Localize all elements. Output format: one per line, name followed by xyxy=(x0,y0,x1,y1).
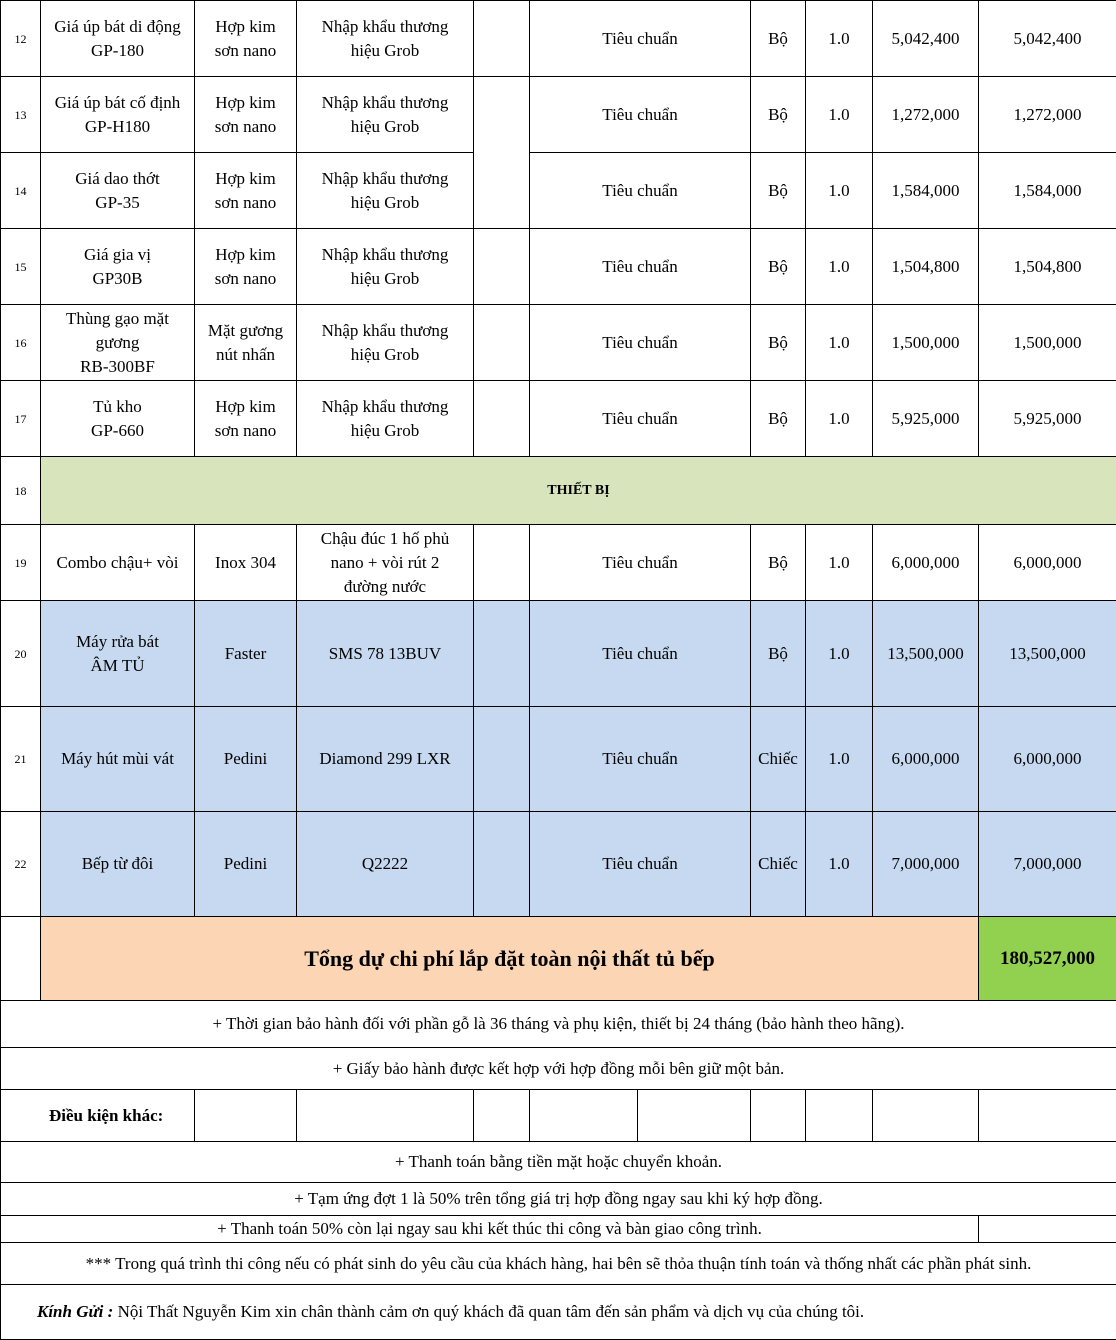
section-title: THIẾT BỊ xyxy=(41,457,1116,525)
item-name: Máy rửa bát ÂM TỦ xyxy=(41,601,195,707)
item-name: Bếp từ đôi xyxy=(41,812,195,917)
item-total: 5,925,000 xyxy=(979,381,1116,457)
item-qty: 1.0 xyxy=(806,1,873,77)
payment-note: + Thanh toán bằng tiền mặt hoặc chuyển khoản. xyxy=(1,1142,1116,1183)
item-total: 7,000,000 xyxy=(979,812,1116,917)
item-unit: Bộ xyxy=(751,381,806,457)
empty-cell xyxy=(474,812,530,917)
row-index: 17 xyxy=(1,381,41,457)
item-material: Pedini xyxy=(195,812,297,917)
item-price: 1,272,000 xyxy=(873,77,979,153)
item-unit: Chiếc xyxy=(751,812,806,917)
item-standard: Tiêu chuẩn xyxy=(530,601,751,707)
item-total: 1,500,000 xyxy=(979,305,1116,381)
table-row xyxy=(1,525,1116,601)
advance-payment-note: + Tạm ứng đợt 1 là 50% trên tổng giá trị hợp đồng ngay sau khi ký hợp đồng. xyxy=(1,1183,1116,1216)
item-unit: Bộ xyxy=(751,77,806,153)
table-row xyxy=(1,381,1116,457)
item-unit: Bộ xyxy=(751,153,806,229)
item-standard: Tiêu chuẩn xyxy=(530,1,751,77)
row-index: 15 xyxy=(1,229,41,305)
item-unit: Bộ xyxy=(751,229,806,305)
row-index: 20 xyxy=(1,601,41,707)
empty-cell xyxy=(474,601,530,707)
item-standard: Tiêu chuẩn xyxy=(530,812,751,917)
row-index: 22 xyxy=(1,812,41,917)
table-row xyxy=(1,229,1116,305)
empty-cell xyxy=(474,305,530,381)
empty-cell xyxy=(1,917,41,1001)
empty-cell xyxy=(195,1090,297,1142)
note-row xyxy=(1,1142,1116,1183)
empty-cell xyxy=(979,1090,1116,1142)
item-standard: Tiêu chuẩn xyxy=(530,153,751,229)
item-total: 1,584,000 xyxy=(979,153,1116,229)
table-row xyxy=(1,812,1116,917)
greeting-row xyxy=(1,1285,1116,1340)
table-row xyxy=(1,1,1116,77)
greeting xyxy=(1,1285,1116,1340)
item-name: Giá úp bát cố định GP-H180 xyxy=(41,77,195,153)
row-index: 21 xyxy=(1,707,41,812)
item-origin: Q2222 xyxy=(297,812,474,917)
item-name: Giá dao thớt GP-35 xyxy=(41,153,195,229)
item-origin: Nhập khẩu thương hiệu Grob xyxy=(297,229,474,305)
item-total: 1,504,800 xyxy=(979,229,1116,305)
item-unit: Chiếc xyxy=(751,707,806,812)
table-row xyxy=(1,601,1116,707)
row-index: 13 xyxy=(1,77,41,153)
item-material: Faster xyxy=(195,601,297,707)
note-row xyxy=(1,1216,1116,1243)
item-price: 1,584,000 xyxy=(873,153,979,229)
item-standard: Tiêu chuẩn xyxy=(530,381,751,457)
item-qty: 1.0 xyxy=(806,707,873,812)
empty-cell xyxy=(474,1090,530,1142)
table-row xyxy=(1,153,1116,229)
item-price: 6,000,000 xyxy=(873,707,979,812)
item-standard: Tiêu chuẩn xyxy=(530,525,751,601)
total-label: Tổng dự chi phí lắp đặt toàn nội thất tủ bếp xyxy=(41,917,979,1001)
empty-cell xyxy=(474,229,530,305)
item-total: 6,000,000 xyxy=(979,525,1116,601)
item-material: Mặt gương nút nhấn xyxy=(195,305,297,381)
empty-cell xyxy=(297,1090,474,1142)
item-standard: Tiêu chuẩn xyxy=(530,77,751,153)
empty-cell xyxy=(530,1090,638,1142)
item-standard: Tiêu chuẩn xyxy=(530,707,751,812)
empty-cell xyxy=(474,1,530,77)
item-qty: 1.0 xyxy=(806,381,873,457)
note-row xyxy=(1,1001,1116,1048)
item-price: 5,925,000 xyxy=(873,381,979,457)
item-price: 1,500,000 xyxy=(873,305,979,381)
section-row xyxy=(1,457,1116,525)
empty-cell xyxy=(806,1090,873,1142)
item-origin: Nhập khẩu thương hiệu Grob xyxy=(297,1,474,77)
item-origin: Nhập khẩu thương hiệu Grob xyxy=(297,305,474,381)
item-unit: Bộ xyxy=(751,1,806,77)
item-material: Hợp kim sơn nano xyxy=(195,381,297,457)
item-unit: Bộ xyxy=(751,601,806,707)
final-payment-note: + Thanh toán 50% còn lại ngay sau khi kết thúc thi công và bàn giao công trình. xyxy=(1,1216,979,1243)
item-origin: Nhập khẩu thương hiệu Grob xyxy=(297,153,474,229)
item-name: Thùng gạo mặt gương RB-300BF xyxy=(41,305,195,381)
item-total: 13,500,000 xyxy=(979,601,1116,707)
note-row xyxy=(1,1243,1116,1285)
item-qty: 1.0 xyxy=(806,153,873,229)
total-row xyxy=(1,917,1116,1001)
extra-costs-note: *** Trong quá trình thi công nếu có phát sinh do yêu cầu của khách hàng, hai bên sẽ thỏa thuận tính toán và thống nhất các phần phát sinh. xyxy=(1,1243,1116,1285)
item-price: 5,042,400 xyxy=(873,1,979,77)
item-origin: Diamond 299 LXR xyxy=(297,707,474,812)
empty-cell xyxy=(979,1216,1116,1243)
item-price: 13,500,000 xyxy=(873,601,979,707)
item-name: Tủ kho GP-660 xyxy=(41,381,195,457)
note-row xyxy=(1,1183,1116,1216)
empty-cell xyxy=(873,1090,979,1142)
item-qty: 1.0 xyxy=(806,525,873,601)
item-origin: Nhập khẩu thương hiệu Grob xyxy=(297,77,474,153)
item-price: 6,000,000 xyxy=(873,525,979,601)
conditions-row xyxy=(1,1090,1116,1142)
item-material: Hợp kim sơn nano xyxy=(195,153,297,229)
item-material: Inox 304 xyxy=(195,525,297,601)
row-index: 12 xyxy=(1,1,41,77)
item-name: Combo chậu+ vòi xyxy=(41,525,195,601)
item-material: Hợp kim sơn nano xyxy=(195,229,297,305)
item-unit: Bộ xyxy=(751,525,806,601)
item-name: Máy hút mùi vát xyxy=(41,707,195,812)
conditions-label: Điều kiện khác: xyxy=(1,1090,195,1142)
note-row xyxy=(1,1048,1116,1090)
greeting-text: Nội Thất Nguyễn Kim xin chân thành cảm ơn quý khách đã quan tâm đến sản phẩm và dịch vụ của chúng tôi. xyxy=(113,1302,864,1321)
row-index: 18 xyxy=(1,457,41,525)
item-qty: 1.0 xyxy=(806,305,873,381)
item-standard: Tiêu chuẩn xyxy=(530,305,751,381)
item-total: 1,272,000 xyxy=(979,77,1116,153)
item-origin: Nhập khẩu thương hiệu Grob xyxy=(297,381,474,457)
item-origin: Chậu đúc 1 hố phủ nano + vòi rút 2 đường nước xyxy=(297,525,474,601)
item-total: 5,042,400 xyxy=(979,1,1116,77)
warranty-contract-note: + Giấy bảo hành được kết hợp với hợp đồng mỗi bên giữ một bản. xyxy=(1,1048,1116,1090)
item-unit: Bộ xyxy=(751,305,806,381)
item-qty: 1.0 xyxy=(806,77,873,153)
greeting-title: Kính Gửi : xyxy=(37,1302,113,1321)
item-standard: Tiêu chuẩn xyxy=(530,229,751,305)
empty-cell xyxy=(751,1090,806,1142)
item-total: 6,000,000 xyxy=(979,707,1116,812)
item-qty: 1.0 xyxy=(806,229,873,305)
item-name: Giá úp bát di động GP-180 xyxy=(41,1,195,77)
row-index: 16 xyxy=(1,305,41,381)
item-material: Hợp kim sơn nano xyxy=(195,1,297,77)
item-origin: SMS 78 13BUV xyxy=(297,601,474,707)
empty-cell xyxy=(474,707,530,812)
empty-cell xyxy=(474,77,530,229)
item-price: 7,000,000 xyxy=(873,812,979,917)
item-qty: 1.0 xyxy=(806,812,873,917)
item-qty: 1.0 xyxy=(806,601,873,707)
empty-cell xyxy=(638,1090,751,1142)
table-row xyxy=(1,77,1116,153)
empty-cell xyxy=(474,525,530,601)
row-index: 14 xyxy=(1,153,41,229)
empty-cell xyxy=(474,381,530,457)
item-name: Giá gia vị GP30B xyxy=(41,229,195,305)
item-material: Hợp kim sơn nano xyxy=(195,77,297,153)
table-row xyxy=(1,707,1116,812)
item-price: 1,504,800 xyxy=(873,229,979,305)
row-index: 19 xyxy=(1,525,41,601)
item-material: Pedini xyxy=(195,707,297,812)
warranty-note: + Thời gian bảo hành đối với phần gỗ là 36 tháng và phụ kiện, thiết bị 24 tháng (bảo hành theo hãng). xyxy=(1,1001,1116,1048)
total-value: 180,527,000 xyxy=(979,917,1116,1001)
table-row xyxy=(1,305,1116,381)
